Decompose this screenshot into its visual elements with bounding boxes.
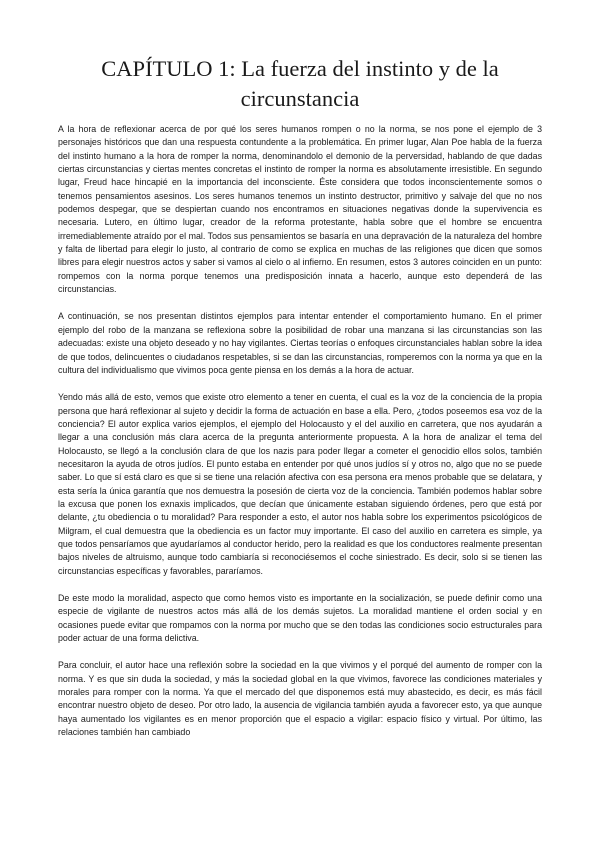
paragraph-morality: De este modo la moralidad, aspecto que como hemos visto es importante en la socialización, se puede definir como una especie de vigilante de nuestros actos más allá de los demás sujetos. La moralidad mantiene el orden social y en ocasiones puede evitar que rompamos con la norma por mucho que se den todas las condiciones socio estructurales para poder actuar de una forma delictiva. xyxy=(58,593,542,644)
paragraph-conclusion: Para concluir, el autor hace una reflexión sobre la sociedad en la que vivimos y el porqué del aumento de romper con la norma. Y es que sin duda la sociedad, y más la sociedad global en la que vivimos, favorece las condiciones materiales y morales para romper con la norma. Ya que el mercado del que disponemos está muy abastecido, es decir, es más fácil encontrar nuestro objeto de deseo. Por otro lado, la ausencia de vigilancia también ayuda a favorecer esto, ya que aunque haya aumentado los vigilantes es en menor proporción que el espacio a vigilar: espacio físico y virtual. Por último, las relaciones también han cambiado xyxy=(58,660,542,738)
paragraph-instinct: A la hora de reflexionar acerca de por qué los seres humanos rompen o no la norma, se nos pone el ejemplo de 3 personajes históricos que dan una respuesta contundente a la problemática. En primer lugar, Alan Poe habla de la fuerza del instinto humano a la hora de romper la norma, denominandolo el demonio de la perversidad, hablando de que dadas ciertas circunstancias y ciertas mentes concretas el instinto de romper la norma es absolutamente irresistible. En segundo lugar, Freud hace hincapié en la importancia del inconsciente. Éste considera que todos inconscientemente somos o tenemos pensamientos asesinos. Los seres humanos tenemos un instinto destructor, primitivo y salvaje del que no nos podemos despegar, que se despiertan cuando nos encontramos en situaciones negativas donde la supervivencia es necesaria. Lutero, en último lugar, creador de la reforma protestante, habla sobre que el hombre se encuentra irremediablemente atraído por el mal. Todos sus pensamientos se basaría en una depravación de la naturaleza del hombre y falta de libertad para elegir lo justo, al contrario de como se explica en muchas de las religiones que dicen que somos libres para elegir nuestros actos y saber si vamos al cielo o al infierno. En resumen, estos 3 autores coinciden en un punto: rompemos con la norma porque tenemos una predisposición innata a hacerlo, aunque esto dependerá de las circunstancias. xyxy=(58,124,542,295)
chapter-title: CAPÍTULO 1: La fuerza del instinto y de la circunstancia xyxy=(101,56,499,111)
document-page xyxy=(58,54,542,753)
paragraph-conscience: Yendo más allá de esto, vemos que existe otro elemento a tener en cuenta, el cual es la voz de la conciencia de la propia persona que hará reflexionar al sujeto y decidir la forma de actuación en base a ella. Pero, ¿todos poseemos esa voz de la conciencia? El autor explica varios ejemplos, el ejemplo del Holocausto y el del auxilio en carretera, que nos ayudarán a llegar a una conclusión más clara acerca de la pregunta anteriormente propuesta. A la hora de analizar el tema del Holocausto, se llegó a la conclusión clara de que los nazis para poder llegar a cometer el genocidio ellos solos, también necesitaron la ayuda de otros judíos. El punto estaba en entender por qué unos judíos sí y otros no, algo que no se puede saber. Lo que sí está claro es que si se tiene una relación afectiva con esa persona era menos probable que se delatara, y esta sería la única garantía que nos demuestra la posesión de cierta voz de la conciencia. También podemos hablar sobre la excusa que ponen los exnaxis implicados, que decían que únicamente estaban siguiendo órdenes, pero que está por delante, ¿tu obediencia o tu moralidad? Para responder a esto, el autor nos habla sobre los experimentos psicológicos de Milgram, el cual demuestra que la obediencia es un factor muy importante. El caso del auxilio en carretera es simple, ya que todos pensaríamos que ayudaríamos al conductor herido, pero la realidad es que los conductores realmente presentan bajos niveles de altruismo, aunque todo cambiaría si reconociésemos el coche siniestrado. Es decir, solo si se tienen las circunstancias específicas y favorables, pararíamos. xyxy=(58,392,542,576)
paragraph-circumstance-examples: A continuación, se nos presentan distintos ejemplos para intentar entender el comportamiento humano. En el primer ejemplo del robo de la manzana se reflexiona sobre la posibilidad de robar una manzana si las circunstancias son las adecuadas: existe una objeto deseado y no hay vigilantes. Ciertas teorías o enfoques circunstanciales hablan sobre la idea de que todos, delincuentes o ciudadanos respetables, si se dan las circunstancias, romperemos con la norma ya que en la cultura del individualismo que vivimos poca gente piensa en los demás a la hora de actuar. xyxy=(58,311,542,375)
